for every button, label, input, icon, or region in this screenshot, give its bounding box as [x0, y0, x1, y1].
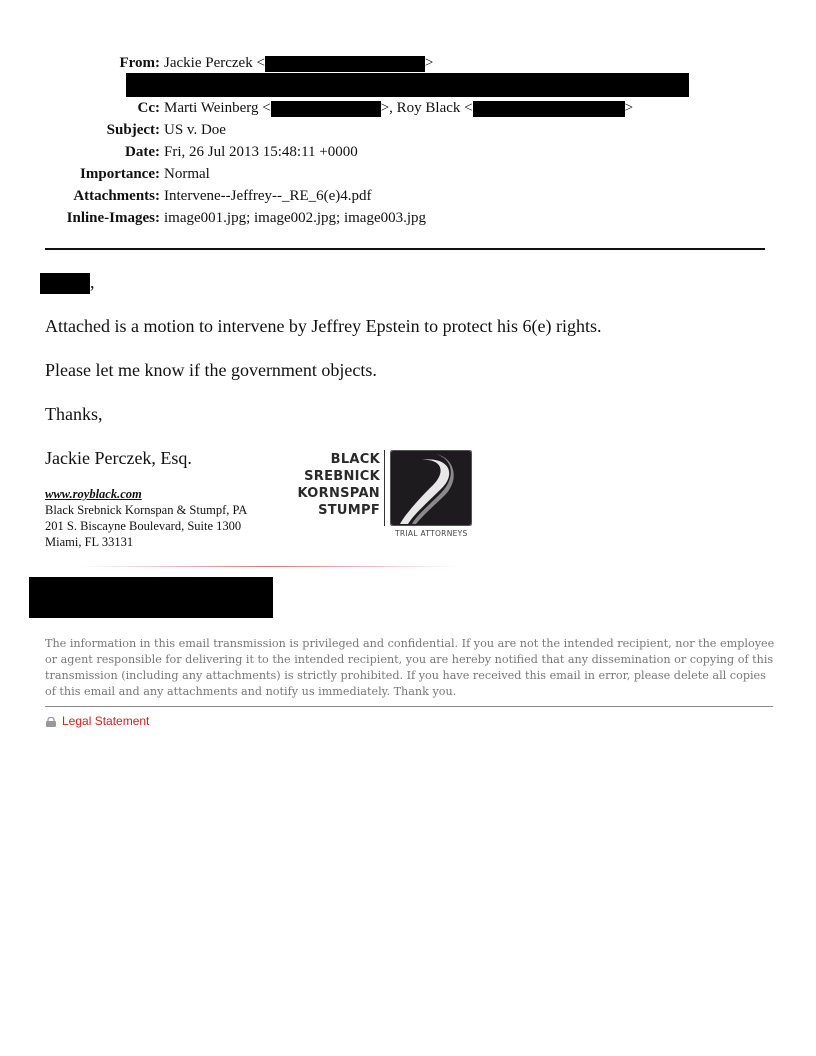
redaction-box-to-line	[126, 73, 689, 97]
website-link-text[interactable]: www.royblack.com	[45, 487, 142, 501]
confidentiality-disclaimer: The information in this email transmission is privileged and confidential. If you are not the intended recipient, nor the employee or agent responsible for delivering it to the intended recipient, you are hereby notified that any dissemination or copying of this transmission (including any attachments) is strictly prohibited. If you have received this email in error, please delete all copies of this email and any attachments and notify us immediately. Thank you.	[45, 637, 775, 698]
redaction-box-block	[29, 577, 273, 618]
redaction-box	[271, 101, 381, 117]
legal-statement-text[interactable]: Legal Statement	[62, 714, 150, 728]
redaction-box	[473, 101, 625, 117]
cc-sep: >, Roy Black <	[380, 100, 473, 116]
body-line-1: Attached is a motion to intervene by Jeffrey Epstein to protect his 6(e) rights.	[45, 316, 602, 336]
attachments-value[interactable]: Intervene--Jeffrey--_RE_6(e)4.pdf	[164, 188, 372, 204]
attachments-label: Attachments:	[73, 188, 160, 204]
firm-logo	[296, 448, 476, 540]
header-inline-images	[0, 207, 816, 229]
logo-word: KORNSPAN	[297, 486, 380, 501]
lock-icon	[45, 717, 57, 727]
importance-value: Normal	[164, 166, 210, 182]
subject-value: US v. Doe	[164, 122, 226, 138]
subject-label: Subject:	[106, 122, 160, 138]
date-label: Date:	[125, 144, 160, 160]
cc-name1: Marti Weinberg <	[164, 100, 271, 116]
legal-statement-link[interactable]	[45, 714, 150, 728]
header-subject	[0, 119, 816, 141]
body-line-2: Please let me know if the government objects.	[45, 360, 377, 380]
logo-word: BLACK	[330, 452, 380, 467]
logo-word: STUMPF	[318, 503, 380, 518]
cc-value	[164, 97, 633, 119]
website-link[interactable]	[45, 486, 142, 502]
from-label: From:	[119, 55, 160, 71]
importance-label: Importance:	[80, 166, 160, 182]
body-line-3: Thanks,	[45, 404, 103, 424]
logo-words	[298, 451, 380, 519]
redaction-box-greeting	[40, 273, 90, 294]
disclaimer-divider	[45, 706, 773, 707]
header-cc	[0, 97, 816, 119]
header-divider	[45, 248, 765, 250]
header-from	[0, 52, 816, 74]
signature-name: Jackie Perczek, Esq.	[45, 448, 192, 468]
address-line-2: Miami, FL 33131	[45, 535, 134, 549]
date-value: Fri, 26 Jul 2013 15:48:11 +0000	[164, 144, 358, 160]
from-value	[164, 52, 433, 74]
address-line-1: 201 S. Biscayne Boulevard, Suite 1300	[45, 519, 242, 533]
firm-name: Black Srebnick Kornspan & Stumpf, PA	[45, 503, 248, 517]
greeting-comma: ,	[90, 272, 95, 292]
logo-word: SREBNICK	[304, 469, 380, 484]
inline-images-label: Inline-Images:	[66, 210, 160, 226]
from-suffix: >	[424, 55, 434, 71]
logo-tagline: TRIAL ATTORNEYS	[395, 529, 468, 538]
header-date	[0, 141, 816, 163]
redaction-box	[265, 56, 425, 72]
header-importance	[0, 163, 816, 185]
header-attachments	[0, 185, 816, 207]
signature-divider	[80, 566, 460, 567]
inline-images-value: image001.jpg; image002.jpg; image003.jpg	[164, 210, 427, 226]
cc-label: Cc:	[137, 100, 160, 116]
logo-mark-icon	[390, 450, 472, 526]
from-name: Jackie Perczek <	[164, 55, 265, 71]
cc-suffix: >	[624, 100, 634, 116]
logo-divider	[384, 450, 385, 526]
